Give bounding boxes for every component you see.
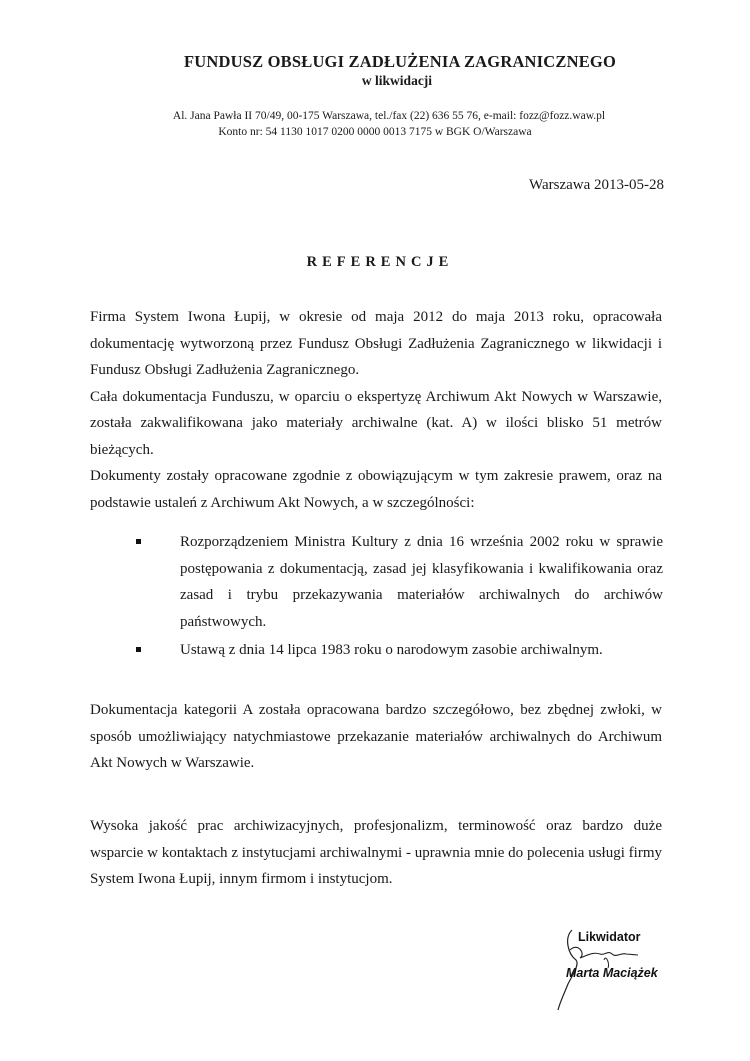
- paragraph-4: Dokumentacja kategorii A została opracowana bardzo szczegółowo, bez zbędnej zwłoki, w sposób umożliwiający natychmiastowe przekazanie materiałów archiwalnych do Archiwum Akt Nowych w Warszawie.: [90, 702, 662, 771]
- paragraph-5-block: [90, 813, 662, 893]
- legal-basis-list: [136, 529, 663, 664]
- signature-name: Marta Maciążek: [566, 966, 658, 980]
- square-bullet-icon: [136, 539, 141, 544]
- organization-address: Al. Jana Pawła II 70/49, 00-175 Warszawa, tel./fax (22) 636 55 76, e-mail: fozz@fozz.waw.pl: [172, 110, 606, 122]
- square-bullet-icon: [136, 647, 141, 652]
- paragraph-1: Firma System Iwona Łupij, w okresie od maja 2012 do maja 2013 roku, opracowała dokumentację wytworzoną przez Fundusz Obsługi Zadłużenia Zagranicznego w likwidacji i Fundusz Obsługi Zadłużenia Zagranicznego.: [90, 309, 662, 378]
- signature-role: Likwidator: [578, 930, 641, 944]
- document-title: REFERENCJE: [306, 254, 454, 270]
- organization-bank-account: Konto nr: 54 1130 1017 0200 0000 0013 7175 w BGK O/Warszawa: [218, 126, 532, 138]
- list-item: [136, 529, 663, 635]
- paragraph-4-block: [90, 697, 662, 777]
- list-item: [136, 637, 663, 664]
- organization-name: FUNDUSZ OBSŁUGI ZADŁUŻENIA ZAGRANICZNEGO: [183, 52, 617, 71]
- paragraph-5: Wysoka jakość prac archiwizacyjnych, profesjonalizm, terminowość oraz bardzo duże wsparcie w kontaktach z instytucjami archiwalnymi - uprawnia mnie do polecenia usługi firmy System Iwona Łupij, innym firmom i instytucjom.: [90, 818, 662, 887]
- list-item-text: Ustawą z dnia 14 lipca 1983 roku o narodowym zasobie archiwalnym.: [180, 642, 603, 658]
- paragraph-2: Cała dokumentacja Funduszu, w oparciu o ekspertyzę Archiwum Akt Nowych w Warszawie, została zakwalifikowana jako materiały archiwalne (kat. A) w ilości blisko 51 metrów bieżących.: [90, 388, 662, 458]
- document-date: Warszawa 2013-05-28: [529, 177, 664, 193]
- list-item-text: Rozporządzeniem Ministra Kultury z dnia 16 września 2002 roku w sprawie postępowania z dokumentacją, zasad jej klasyfikowania i kwalifikowania oraz zasad i trybu przekazywania materiałów archiwalnych do archiwów państwowych.: [180, 534, 663, 630]
- organization-subtitle: w likwidacji: [361, 73, 433, 88]
- paragraph-3: Dokumenty zostały opracowane zgodnie z obowiązującym w tym zakresie prawem, oraz na podstawie ustaleń z Archiwum Akt Nowych, a w szczególności:: [90, 468, 662, 511]
- signature-stamp: [550, 924, 690, 1014]
- body-section-intro: [90, 304, 662, 516]
